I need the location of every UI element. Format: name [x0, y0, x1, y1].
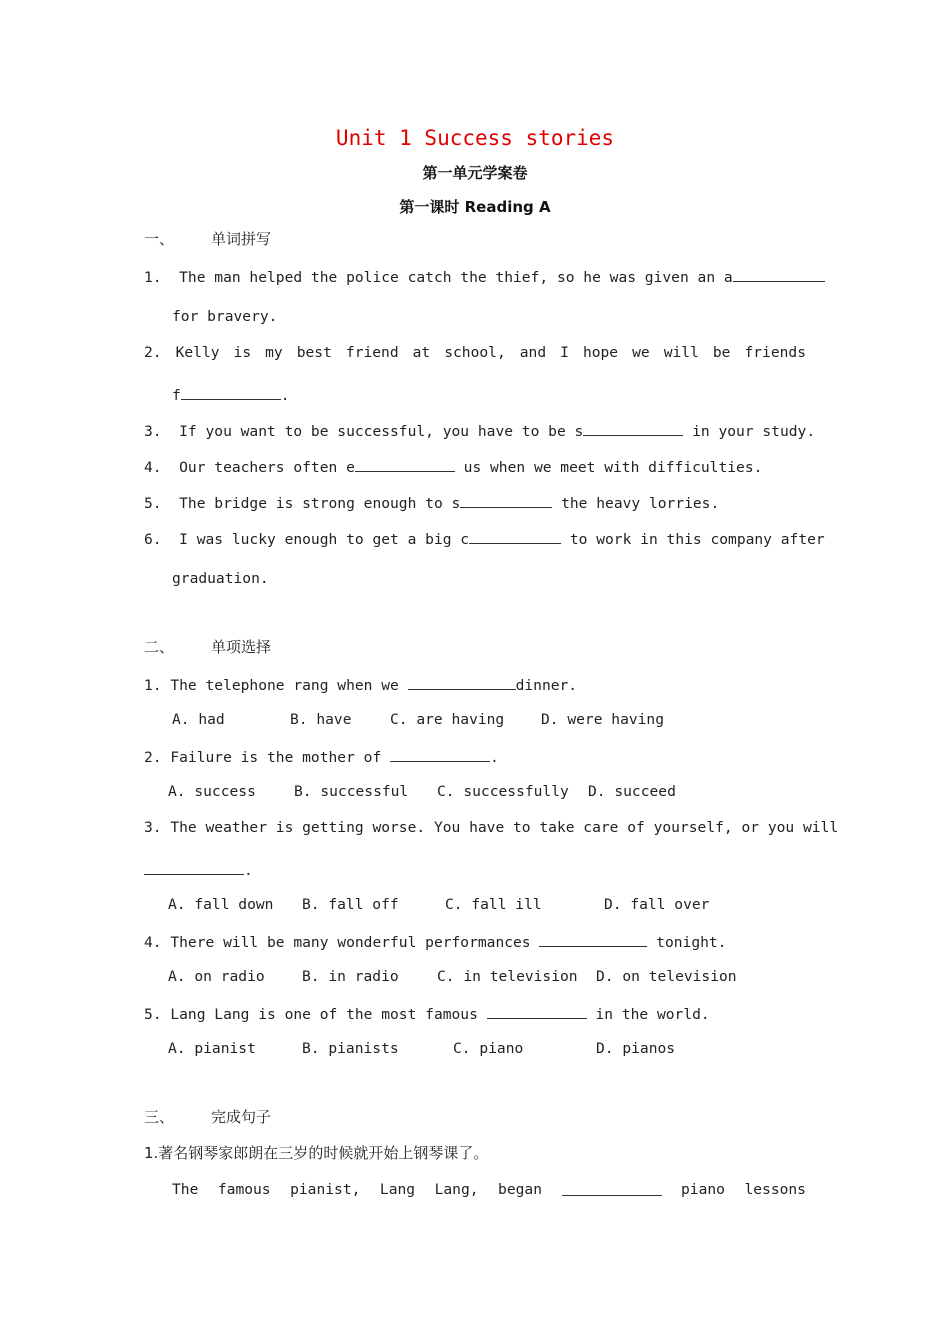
word: Lang: [379, 1181, 416, 1198]
s2-q5-option-b[interactable]: B. pianists: [302, 1040, 399, 1057]
s2-q3-option-b[interactable]: B. fall off: [302, 896, 399, 913]
section2-heading: 单项选择: [211, 638, 272, 656]
s1-q1-text: 1. The man helped the police catch the thief, so he was given an a: [144, 269, 733, 286]
s2-q4-option-c[interactable]: C. in television: [437, 968, 578, 985]
word: Lang,: [434, 1181, 479, 1198]
s1-q2-line2: [172, 384, 290, 406]
word: famous: [217, 1181, 271, 1198]
s2-q3-line2: [144, 859, 253, 881]
word: 2.: [144, 344, 162, 361]
s2-q2-option-a[interactable]: A. success: [168, 783, 256, 800]
s2-q2-blank[interactable]: [390, 746, 490, 762]
s2-q1-tail: dinner.: [515, 677, 578, 694]
worksheet-title: Unit 1 Success stories: [335, 126, 615, 150]
word: and: [519, 344, 547, 361]
s2-q1-option-b[interactable]: B. have: [290, 711, 352, 728]
s1-q6-blank[interactable]: [469, 528, 561, 544]
s1-q6-line2: graduation.: [172, 570, 269, 587]
s2-q2-option-d[interactable]: D. succeed: [588, 783, 676, 800]
word: school,: [444, 344, 506, 361]
s3-q1-english: [172, 1180, 806, 1200]
s2-q3-option-a[interactable]: A. fall down: [168, 896, 274, 913]
s2-q2: [144, 746, 499, 768]
s2-q3-option-c[interactable]: C. fall ill: [445, 896, 542, 913]
s2-q4: [144, 931, 726, 953]
s1-q4-tail: us when we meet with difficulties.: [454, 459, 763, 476]
s1-q2-period: .: [280, 387, 290, 404]
s1-q2-line1: [144, 343, 806, 363]
s2-q1: [144, 674, 577, 696]
s2-q3-line1: 3. The weather is getting worse. You have to take care of yourself, or you will: [144, 819, 839, 836]
s1-q3-tail: in your study.: [683, 423, 816, 440]
s2-q5-tail: in the world.: [586, 1006, 710, 1023]
s1-q2-blank[interactable]: [181, 384, 281, 400]
s2-q4-text: 4. There will be many wonderful performances: [144, 934, 540, 951]
word: we: [632, 344, 650, 361]
s2-q2-text: 2. Failure is the mother of: [144, 749, 391, 766]
word: hope: [582, 344, 619, 361]
s3-q1-blank[interactable]: [562, 1180, 662, 1196]
word: lessons: [744, 1181, 806, 1198]
section3-heading: 完成句子: [211, 1108, 272, 1126]
lesson-title: 第一课时 Reading A: [399, 198, 551, 216]
section2-number: 二、: [144, 638, 175, 656]
s1-q3: [144, 420, 815, 442]
s1-q5-text: 5. The bridge is strong enough to s: [144, 495, 461, 512]
s1-q3-text: 3. If you want to be successful, you have to be s: [144, 423, 584, 440]
s1-q6-text: 6. I was lucky enough to get a big c: [144, 531, 470, 548]
s1-q6-line1: [144, 528, 825, 550]
s2-q1-blank[interactable]: [408, 674, 516, 690]
section1-heading: 单词拼写: [211, 230, 272, 248]
s2-q5-option-d[interactable]: D. pianos: [596, 1040, 676, 1057]
s2-q5: [144, 1003, 710, 1025]
word: be: [712, 344, 731, 361]
worksheet-subtitle: 第一单元学案卷: [422, 164, 528, 182]
s2-q4-option-d[interactable]: D. on television: [596, 968, 737, 985]
s2-q1-option-a[interactable]: A. had: [172, 711, 225, 728]
word: my: [265, 344, 283, 361]
s1-q5-tail: the heavy lorries.: [552, 495, 720, 512]
s1-q6-tail: to work in this company after: [561, 531, 825, 548]
word: The: [172, 1181, 199, 1198]
s2-q5-option-c[interactable]: C. piano: [453, 1040, 524, 1057]
s2-q5-text: 5. Lang Lang is one of the most famous: [144, 1006, 487, 1023]
word: at: [412, 344, 431, 361]
s1-q4-blank[interactable]: [355, 456, 455, 472]
s1-q4-text: 4. Our teachers often e: [144, 459, 355, 476]
word: friend: [345, 344, 399, 361]
word: piano: [681, 1181, 725, 1198]
s1-q5-blank[interactable]: [460, 492, 552, 508]
s2-q4-blank[interactable]: [539, 931, 647, 947]
s3-q1-chinese: 1.著名钢琴家郎朗在三岁的时候就开始上钢琴课了。: [144, 1144, 489, 1162]
s2-q4-tail: tonight.: [647, 934, 727, 951]
s2-q4-option-a[interactable]: A. on radio: [168, 968, 265, 985]
s2-q2-option-b[interactable]: B. successful: [294, 783, 409, 800]
word: pianist,: [290, 1181, 361, 1198]
section3-number: 三、: [144, 1108, 175, 1126]
s2-q5-option-a[interactable]: A. pianist: [168, 1040, 256, 1057]
word: will: [663, 344, 699, 361]
s2-q3-option-d[interactable]: D. fall over: [604, 896, 710, 913]
s1-q1-line1: [144, 266, 825, 288]
s1-q1-blank[interactable]: [733, 266, 825, 282]
s2-q1-text: 1. The telephone rang when we: [144, 677, 408, 694]
s1-q3-blank[interactable]: [583, 420, 683, 436]
s1-q1-line2: for bravery.: [172, 308, 278, 325]
s1-q4: [144, 456, 762, 478]
s1-q5: [144, 492, 719, 514]
word: friends: [744, 344, 806, 361]
s2-q4-option-b[interactable]: B. in radio: [302, 968, 399, 985]
s2-q1-option-c[interactable]: C. are having: [390, 711, 505, 728]
word: began: [498, 1181, 542, 1198]
word: Kelly: [175, 344, 220, 361]
s2-q3-blank[interactable]: [144, 859, 244, 875]
word: is: [233, 344, 252, 361]
s1-q2-letter: f: [172, 387, 181, 404]
s2-q5-blank[interactable]: [487, 1003, 587, 1019]
s2-q2-option-c[interactable]: C. successfully: [437, 783, 569, 800]
word: I: [560, 344, 569, 361]
s2-q3-tail: .: [244, 862, 253, 879]
section1-number: 一、: [144, 230, 175, 248]
s2-q2-tail: .: [490, 749, 499, 766]
s2-q1-option-d[interactable]: D. were having: [541, 711, 665, 728]
word: best: [296, 344, 332, 361]
